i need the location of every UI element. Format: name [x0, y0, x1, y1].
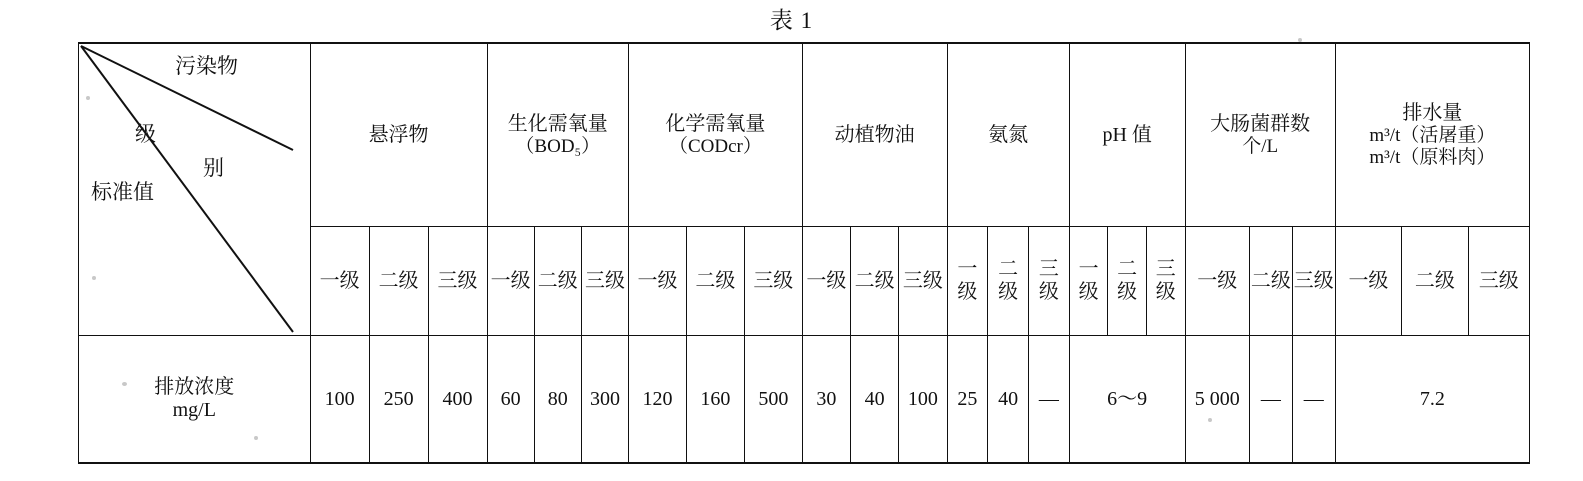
level-header-ph-3: [1146, 227, 1185, 336]
scan-speckle: [92, 276, 96, 280]
row-label-line1: 排放浓度: [154, 376, 235, 398]
level-text: 二级: [695, 269, 736, 292]
value-codcr-1: 120: [629, 336, 687, 464]
level-header-codcr-1: [629, 227, 687, 336]
group-header-suspended-solids: [310, 43, 487, 227]
value-coliform-2: —: [1249, 336, 1292, 464]
level-header-drainage-2: [1402, 227, 1468, 336]
group-subtitle-codcr: （CODcr）: [668, 135, 762, 157]
row-label-line2: mg/L: [172, 399, 216, 421]
level-text: 二级: [854, 269, 895, 292]
group-title-coliform: 大肠菌群数: [1210, 112, 1311, 135]
level-text: 三级: [1478, 269, 1519, 292]
scan-speckle: [1298, 38, 1302, 42]
group-subtitle-coliform: 个/L: [1242, 135, 1279, 157]
level-text: 三级: [1155, 258, 1176, 303]
group-title-suspended-solids: 悬浮物: [368, 123, 429, 146]
group-title-codcr: 化学需氧量: [665, 112, 766, 135]
value-coliform-3: —: [1292, 336, 1335, 464]
row-label-discharge-concentration: [79, 336, 311, 464]
scan-speckle: [254, 436, 258, 440]
value-codcr-2: 160: [686, 336, 744, 464]
value-ammonia-3: —: [1029, 336, 1070, 464]
group-title-animal-plant-oil: 动植物油: [834, 123, 915, 146]
group-header-bod5: [487, 43, 629, 227]
group-header-drainage: [1335, 43, 1529, 227]
value-codcr-3: 500: [744, 336, 802, 464]
corner-diagonal-cell: [79, 43, 311, 336]
level-header-oil-3: [899, 227, 947, 336]
level-char-a: 一级: [319, 269, 360, 292]
table-container: [78, 42, 1530, 464]
group-header-ph: [1069, 43, 1185, 227]
level-header-ph-1: [1069, 227, 1108, 336]
scan-speckle: [122, 382, 127, 386]
group-header-coliform: [1185, 43, 1335, 227]
level-header-bod5-2: [534, 227, 581, 336]
level-text: 三级: [1293, 269, 1334, 292]
level-char-b: 二级: [378, 269, 419, 292]
level-text: 二级: [998, 258, 1019, 303]
level-text: 三级: [1038, 258, 1059, 303]
level-header-coliform-1: [1185, 227, 1249, 336]
level-text: 一级: [1348, 269, 1389, 292]
level-text: 二级: [1250, 269, 1291, 292]
level-header-coliform-3: [1292, 227, 1335, 336]
level-header-bod5-1: [487, 227, 534, 336]
corner-label-grade: 级: [135, 122, 156, 146]
scan-speckle: [86, 96, 90, 100]
value-oil-1: 30: [802, 336, 850, 464]
level-text: 一级: [957, 258, 978, 303]
level-header-drainage-3: [1468, 227, 1529, 336]
value-ph: 6～9: [1069, 336, 1185, 464]
value-bod5-2: 80: [534, 336, 581, 464]
level-header-suspended-3: [428, 227, 487, 336]
value-bod5-1: 60: [487, 336, 534, 464]
group-header-codcr: [629, 43, 803, 227]
table-header-groups: [79, 43, 1530, 227]
value-suspended-3: 400: [428, 336, 487, 464]
level-text: 一级: [637, 269, 678, 292]
group-header-animal-plant-oil: [802, 43, 947, 227]
value-suspended-1: 100: [310, 336, 369, 464]
level-text: 三级: [902, 269, 943, 292]
level-header-oil-2: [851, 227, 899, 336]
level-text: 三级: [584, 269, 625, 292]
level-header-bod5-3: [581, 227, 628, 336]
level-text: 一级: [1197, 269, 1238, 292]
level-text: 三级: [753, 269, 794, 292]
corner-label-kind: 别: [203, 156, 224, 180]
scan-speckle: [1208, 418, 1212, 422]
value-drainage: 7.2: [1335, 336, 1529, 464]
group-subtitle-drainage-live: m³/t（活屠重）: [1369, 124, 1496, 146]
corner-label-pollutant: 污染物: [175, 54, 238, 78]
level-header-ammonia-2: [988, 227, 1029, 336]
level-text: 二级: [537, 269, 578, 292]
group-subtitle-bod5: （BOD₅）: [515, 135, 601, 157]
corner-label-standard: 标准值: [91, 180, 154, 204]
value-oil-2: 40: [851, 336, 899, 464]
level-header-oil-1: [802, 227, 850, 336]
level-header-ph-2: [1108, 227, 1147, 336]
pollutant-standards-table: [78, 42, 1530, 464]
level-text: 一级: [1078, 258, 1099, 303]
level-header-suspended-2: [369, 227, 428, 336]
value-bod5-3: 300: [581, 336, 628, 464]
group-title-ammonia-nitrogen: 氨氮: [988, 123, 1029, 146]
level-char-c: 三级: [437, 269, 478, 292]
group-title-ph: pH 值: [1102, 123, 1152, 146]
value-suspended-2: 250: [369, 336, 428, 464]
level-header-ammonia-3: [1029, 227, 1070, 336]
value-coliform-1: 5 000: [1185, 336, 1249, 464]
value-ammonia-1: 25: [947, 336, 988, 464]
level-text: 二级: [1117, 258, 1138, 303]
level-header-drainage-1: [1335, 227, 1401, 336]
level-header-coliform-2: [1249, 227, 1292, 336]
table-caption: 表 1: [769, 8, 814, 33]
level-text: 一级: [490, 269, 531, 292]
level-text: 二级: [1414, 269, 1455, 292]
group-subtitle-drainage-raw: m³/t（原料肉）: [1369, 146, 1496, 168]
group-title-bod5: 生化需氧量: [507, 112, 608, 135]
level-header-codcr-2: [686, 227, 744, 336]
group-title-drainage: 排水量: [1402, 101, 1463, 124]
value-oil-3: 100: [899, 336, 947, 464]
level-text: 一级: [806, 269, 847, 292]
level-header-suspended-1: [310, 227, 369, 336]
value-ammonia-2: 40: [988, 336, 1029, 464]
table-row: [79, 336, 1530, 464]
level-header-codcr-3: [744, 227, 802, 336]
group-header-ammonia-nitrogen: [947, 43, 1069, 227]
level-header-ammonia-1: [947, 227, 988, 336]
